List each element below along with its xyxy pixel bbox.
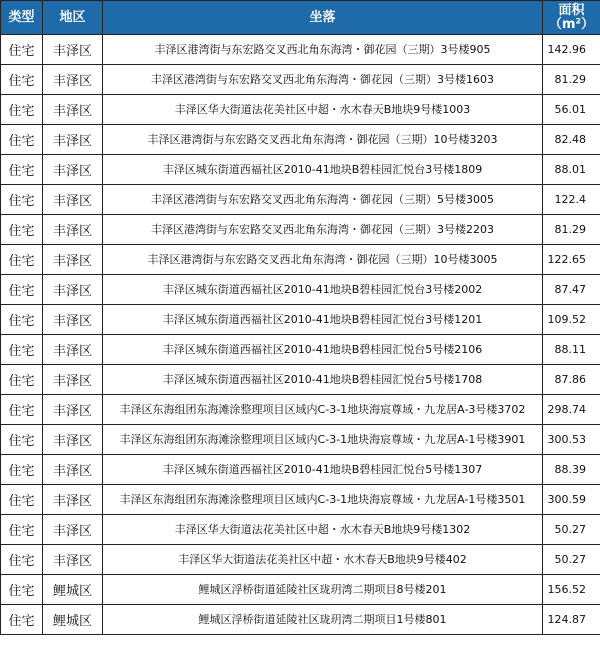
district-cell: 丰泽区 bbox=[43, 335, 103, 365]
district-cell: 丰泽区 bbox=[43, 275, 103, 305]
type-cell: 住宅 bbox=[1, 395, 43, 425]
district-cell: 鲤城区 bbox=[43, 605, 103, 635]
district-cell: 丰泽区 bbox=[43, 395, 103, 425]
type-cell: 住宅 bbox=[1, 425, 43, 455]
location-cell: 丰泽区华大街道法花美社区中超・水木春天B地块9号楼1003 bbox=[103, 95, 543, 125]
area-cell: 142.96 bbox=[543, 35, 600, 65]
table-row bbox=[1, 605, 600, 635]
type-cell: 住宅 bbox=[1, 305, 43, 335]
district-cell: 鲤城区 bbox=[43, 575, 103, 605]
table-row bbox=[1, 485, 600, 515]
type-cell: 住宅 bbox=[1, 185, 43, 215]
table-row bbox=[1, 215, 600, 245]
table-row bbox=[1, 515, 600, 545]
area-cell: 82.48 bbox=[543, 125, 600, 155]
type-cell: 住宅 bbox=[1, 155, 43, 185]
type-cell: 住宅 bbox=[1, 575, 43, 605]
type-cell: 住宅 bbox=[1, 35, 43, 65]
area-cell: 81.29 bbox=[543, 65, 600, 95]
area-cell: 300.53 bbox=[543, 425, 600, 455]
type-cell: 住宅 bbox=[1, 215, 43, 245]
header-area-label: 面积 bbox=[558, 2, 585, 18]
area-cell: 50.27 bbox=[543, 515, 600, 545]
area-cell: 124.87 bbox=[543, 605, 600, 635]
type-cell: 住宅 bbox=[1, 365, 43, 395]
district-cell: 丰泽区 bbox=[43, 515, 103, 545]
district-cell: 丰泽区 bbox=[43, 245, 103, 275]
location-cell: 丰泽区华大街道法花美社区中超・水木春天B地块9号楼1302 bbox=[103, 515, 543, 545]
area-cell: 298.74 bbox=[543, 395, 600, 425]
header-area bbox=[543, 1, 600, 35]
type-cell: 住宅 bbox=[1, 95, 43, 125]
table-row bbox=[1, 95, 600, 125]
location-cell: 丰泽区港湾街与东宏路交叉西北角东海湾・御花园（三期）3号楼2203 bbox=[103, 215, 543, 245]
area-cell: 56.01 bbox=[543, 95, 600, 125]
district-cell: 丰泽区 bbox=[43, 155, 103, 185]
district-cell: 丰泽区 bbox=[43, 425, 103, 455]
table-row bbox=[1, 425, 600, 455]
table-row bbox=[1, 155, 600, 185]
table-row bbox=[1, 335, 600, 365]
district-cell: 丰泽区 bbox=[43, 95, 103, 125]
area-cell: 156.52 bbox=[543, 575, 600, 605]
type-cell: 住宅 bbox=[1, 125, 43, 155]
table-row bbox=[1, 125, 600, 155]
header-row bbox=[1, 1, 600, 35]
area-cell: 87.47 bbox=[543, 275, 600, 305]
table-row bbox=[1, 245, 600, 275]
district-cell: 丰泽区 bbox=[43, 455, 103, 485]
area-cell: 109.52 bbox=[543, 305, 600, 335]
table-row bbox=[1, 455, 600, 485]
location-cell: 丰泽区城东街道西福社区2010-41地块B碧桂园汇悦台5号楼1307 bbox=[103, 455, 543, 485]
type-cell: 住宅 bbox=[1, 65, 43, 95]
location-cell: 丰泽区东海组团东海滩涂整理项目区域内C-3-1地块海宸尊域・九龙居A-1号楼3501 bbox=[103, 485, 543, 515]
area-cell: 87.86 bbox=[543, 365, 600, 395]
type-cell: 住宅 bbox=[1, 245, 43, 275]
table-row bbox=[1, 185, 600, 215]
header-location: 坐落 bbox=[103, 1, 543, 35]
location-cell: 丰泽区城东街道西福社区2010-41地块B碧桂园汇悦台3号楼2002 bbox=[103, 275, 543, 305]
district-cell: 丰泽区 bbox=[43, 485, 103, 515]
type-cell: 住宅 bbox=[1, 545, 43, 575]
location-cell: 丰泽区东海组团东海滩涂整理项目区域内C-3-1地块海宸尊域・九龙居A-1号楼3901 bbox=[103, 425, 543, 455]
district-cell: 丰泽区 bbox=[43, 185, 103, 215]
table-row bbox=[1, 395, 600, 425]
table-row bbox=[1, 275, 600, 305]
location-cell: 鲤城区浮桥街道延陵社区珑玥湾二期项目8号楼201 bbox=[103, 575, 543, 605]
location-cell: 丰泽区城东街道西福社区2010-41地块B碧桂园汇悦台5号楼2106 bbox=[103, 335, 543, 365]
header-area-unit: （m²） bbox=[548, 16, 595, 32]
location-cell: 丰泽区东海组团东海滩涂整理项目区域内C-3-1地块海宸尊域・九龙居A-3号楼3702 bbox=[103, 395, 543, 425]
location-cell: 鲤城区浮桥街道延陵社区珑玥湾二期项目1号楼801 bbox=[103, 605, 543, 635]
table-row bbox=[1, 305, 600, 335]
district-cell: 丰泽区 bbox=[43, 125, 103, 155]
type-cell: 住宅 bbox=[1, 605, 43, 635]
location-cell: 丰泽区港湾街与东宏路交叉西北角东海湾・御花园（三期）10号楼3005 bbox=[103, 245, 543, 275]
type-cell: 住宅 bbox=[1, 515, 43, 545]
header-district: 地区 bbox=[43, 1, 103, 35]
table-row bbox=[1, 575, 600, 605]
location-cell: 丰泽区港湾街与东宏路交叉西北角东海湾・御花园（三期）5号楼3005 bbox=[103, 185, 543, 215]
table-row bbox=[1, 35, 600, 65]
district-cell: 丰泽区 bbox=[43, 305, 103, 335]
district-cell: 丰泽区 bbox=[43, 65, 103, 95]
location-cell: 丰泽区港湾街与东宏路交叉西北角东海湾・御花园（三期）3号楼905 bbox=[103, 35, 543, 65]
area-cell: 122.65 bbox=[543, 245, 600, 275]
location-cell: 丰泽区华大街道法花美社区中超・水木春天B地块9号楼402 bbox=[103, 545, 543, 575]
area-cell: 122.4 bbox=[543, 185, 600, 215]
location-cell: 丰泽区港湾街与东宏路交叉西北角东海湾・御花园（三期）3号楼1603 bbox=[103, 65, 543, 95]
area-cell: 300.59 bbox=[543, 485, 600, 515]
type-cell: 住宅 bbox=[1, 455, 43, 485]
area-cell: 81.29 bbox=[543, 215, 600, 245]
location-cell: 丰泽区城东街道西福社区2010-41地块B碧桂园汇悦台3号楼1201 bbox=[103, 305, 543, 335]
area-cell: 88.01 bbox=[543, 155, 600, 185]
district-cell: 丰泽区 bbox=[43, 545, 103, 575]
type-cell: 住宅 bbox=[1, 335, 43, 365]
table-row bbox=[1, 545, 600, 575]
location-cell: 丰泽区城东街道西福社区2010-41地块B碧桂园汇悦台3号楼1809 bbox=[103, 155, 543, 185]
type-cell: 住宅 bbox=[1, 485, 43, 515]
district-cell: 丰泽区 bbox=[43, 215, 103, 245]
location-cell: 丰泽区城东街道西福社区2010-41地块B碧桂园汇悦台5号楼1708 bbox=[103, 365, 543, 395]
table-row bbox=[1, 65, 600, 95]
table-row bbox=[1, 365, 600, 395]
area-cell: 88.39 bbox=[543, 455, 600, 485]
area-cell: 88.11 bbox=[543, 335, 600, 365]
area-cell: 50.27 bbox=[543, 545, 600, 575]
location-cell: 丰泽区港湾街与东宏路交叉西北角东海湾・御花园（三期）10号楼3203 bbox=[103, 125, 543, 155]
district-cell: 丰泽区 bbox=[43, 35, 103, 65]
district-cell: 丰泽区 bbox=[43, 365, 103, 395]
header-type: 类型 bbox=[1, 1, 43, 35]
type-cell: 住宅 bbox=[1, 275, 43, 305]
